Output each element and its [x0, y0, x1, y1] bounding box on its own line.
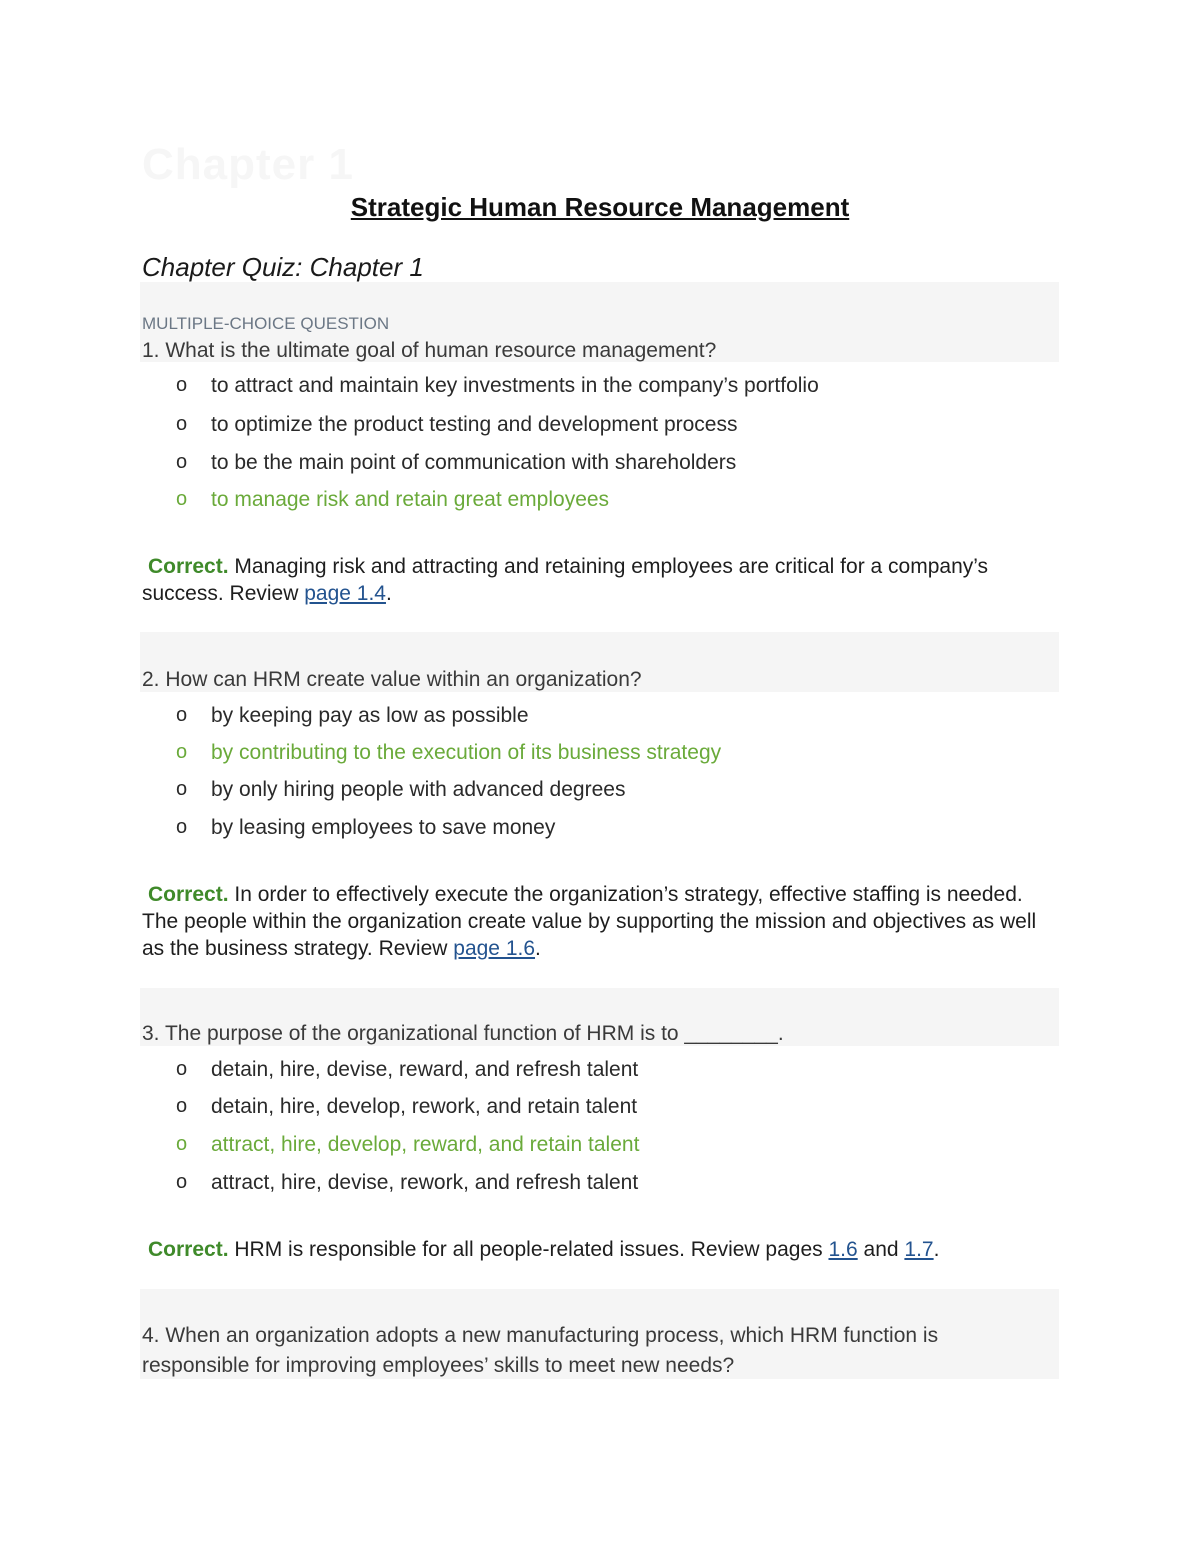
question-3-feedback — [142, 1236, 1057, 1263]
review-page-link-1[interactable]: 1.6 — [828, 1238, 858, 1261]
question-type-label: MULTIPLE-CHOICE QUESTION — [142, 314, 390, 333]
option-text: detain, hire, devise, reward, and refresh talent — [211, 1058, 639, 1081]
correct-label: Correct. — [148, 1238, 229, 1261]
quiz-title: Chapter Quiz: Chapter 1 — [142, 252, 424, 282]
option-text: to manage risk and retain great employees — [211, 488, 610, 511]
option-bullet-icon: o — [176, 1058, 188, 1080]
option-bullet-icon: o — [176, 741, 188, 763]
option-text: to be the main point of communication with shareholders — [211, 451, 737, 474]
feedback-end: . — [535, 937, 541, 960]
correct-label: Correct. — [148, 555, 229, 578]
ghost-heading: Chapter 1 — [142, 140, 354, 189]
option-text: by contributing to the execution of its business strategy — [211, 741, 722, 764]
option-text: by keeping pay as low as possible — [211, 704, 529, 727]
option-text: by leasing employees to save money — [211, 816, 556, 839]
feedback-end: . — [385, 582, 392, 605]
option-bullet-icon: o — [176, 778, 188, 800]
question-3 — [140, 988, 1059, 1261]
feedback-middle: and — [857, 1238, 905, 1261]
option-text: to optimize the product testing and development process — [211, 413, 738, 436]
option-text: attract, hire, devise, rework, and refresh talent — [211, 1171, 639, 1194]
question-3-text: 3. The purpose of the organizational function of HRM is to ________. — [142, 1022, 784, 1045]
question-2-feedback — [142, 881, 1057, 962]
option-bullet-icon: o — [176, 1095, 188, 1117]
option-bullet-icon: o — [176, 1133, 188, 1155]
option-text: by only hiring people with advanced degrees — [211, 778, 626, 801]
review-page-link-2[interactable]: 1.7 — [904, 1238, 934, 1261]
option-bullet-icon: o — [176, 1171, 188, 1193]
option-bullet-icon: o — [176, 374, 188, 396]
feedback-end: . — [933, 1238, 940, 1261]
feedback-text: Managing risk and attracting and retaining employees are critical for a company’s success. Review — [142, 555, 989, 605]
option-bullet-icon: o — [176, 704, 188, 726]
option-bullet-icon: o — [176, 413, 188, 435]
question-2-text: 2. How can HRM create value within an organization? — [142, 668, 642, 691]
question-1 — [140, 282, 1059, 605]
question-4 — [140, 1289, 1059, 1379]
option-bullet-icon: o — [176, 451, 188, 473]
feedback-text: In order to effectively execute the organization’s strategy, effective staffing is needed. The people within the organization create value by supporting the mission and objectives as well as the business strategy. Review — [142, 883, 1037, 960]
question-1-feedback — [142, 553, 1057, 607]
question-1-text: 1. What is the ultimate goal of human resource management? — [142, 339, 717, 362]
option-bullet-icon: o — [176, 816, 188, 838]
question-4-text: 4. When an organization adopts a new manufacturing process, which HRM function is responsible for improving employees’ skills to meet new needs? — [142, 1324, 939, 1377]
option-text: attract, hire, develop, reward, and retain talent — [211, 1133, 640, 1156]
question-1-header — [140, 282, 1059, 362]
document-title: Strategic Human Resource Management — [350, 192, 850, 222]
question-2 — [140, 632, 1059, 960]
correct-label: Correct. — [148, 883, 229, 906]
option-bullet-icon: o — [176, 488, 188, 510]
question-2-header — [140, 632, 1059, 692]
review-page-link[interactable]: page 1.4 — [304, 582, 386, 605]
feedback-text: HRM is responsible for all people-related issues. Review pages — [228, 1238, 829, 1261]
question-4-header — [140, 1289, 1059, 1379]
question-3-header — [140, 988, 1059, 1046]
option-text: to attract and maintain key investments in the company’s portfolio — [211, 374, 819, 397]
review-page-link[interactable]: page 1.6 — [453, 937, 536, 960]
option-text: detain, hire, develop, rework, and retain talent — [211, 1095, 638, 1118]
